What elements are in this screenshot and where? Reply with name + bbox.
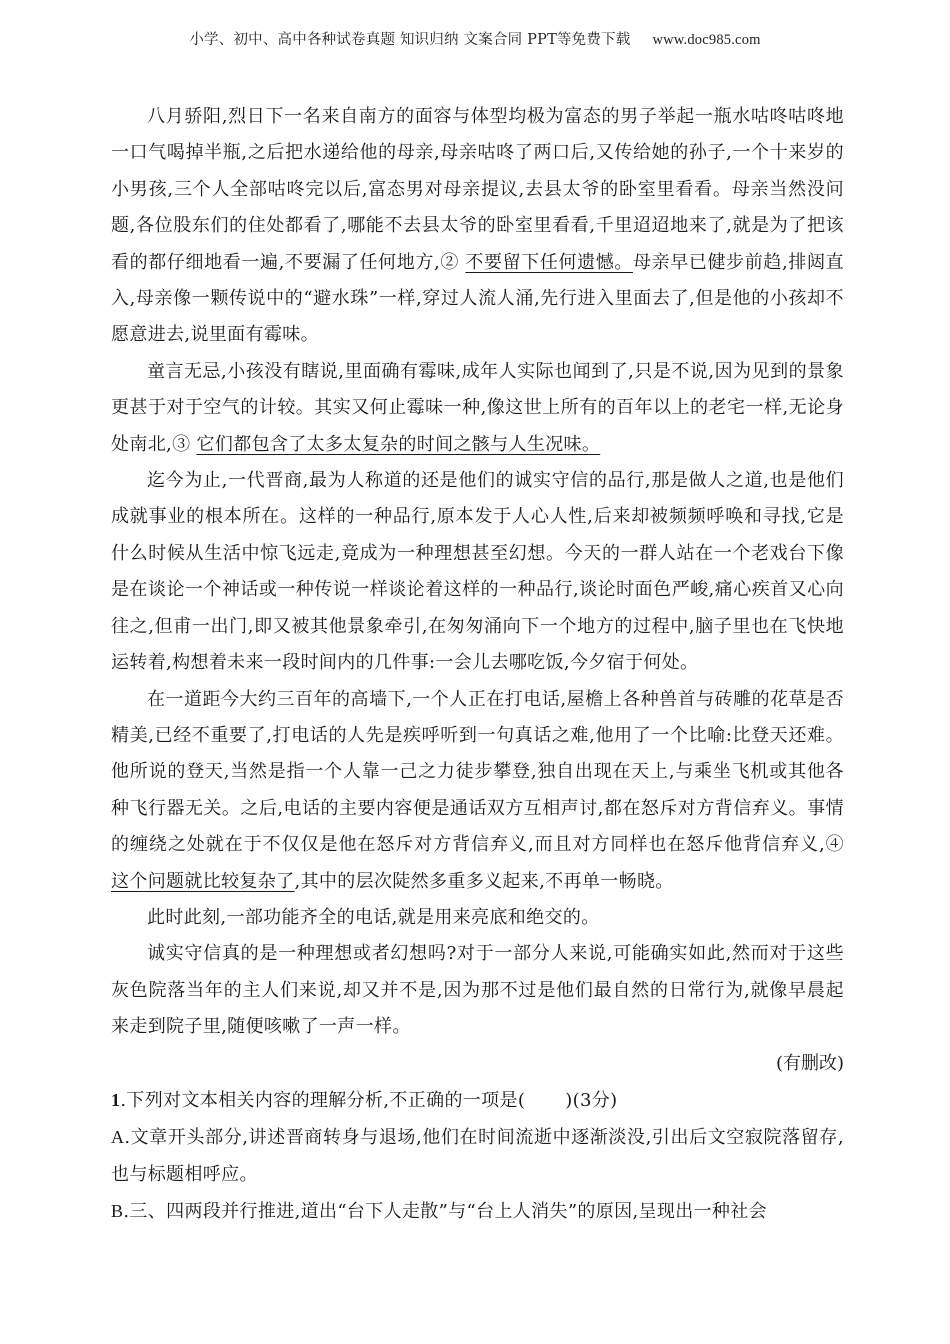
option-b[interactable]	[111, 1193, 844, 1230]
document-body	[111, 99, 844, 1231]
source-note: (有删改)	[775, 1052, 844, 1074]
option-text: .三、四两段并行推进,道出“台下人走散”与“台上人消失”的原因,呈现出一种社会	[123, 1201, 767, 1223]
paragraph-2: 童言无忌,小孩没有瞎说,里面确有霉味,成年人实际也闻到了,只是不说,因为见到的景象更甚于对于空气的计较。其实又何止霉味一种,像这世上所有的百年以上的老宅一样,无论身处南北,③ 它们都包含了太多太复杂的时间之骸与人生况味。	[111, 360, 844, 455]
header-site-link[interactable]: www.doc985.com	[652, 32, 761, 48]
header-text: 小学、初中、高中各种试卷真题 知识归纳 文案合同 PPT等免费下载	[189, 32, 631, 48]
paragraph-5: 此时此刻,一部功能齐全的电话,就是用来亮底和绝交的。	[147, 906, 600, 928]
question-number: 1	[111, 1089, 121, 1110]
page-header	[0, 28, 950, 49]
paragraph-4: 在一道距今大约三百年的高墙下,一个人正在打电话,屋檐上各种兽首与砖雕的花草是否精美,已经不重要了,打电话的人先是疾呼听到一句真话之难,他用了一个比喻:比登天还难。他所说的登天,当然是指一个人靠一己之力徒步攀登,独自出现在天上,与乘坐飞机或其他各种飞行器无关。之后,电话的主要内容便是通话双方互相声讨,都在怒斥对方背信弃义。事情的缠绕之处就在于不仅仅是他在怒斥对方背信弃义,而且对方同样也在怒斥他背信弃义,④ 这个问题就比较复杂了,其中的层次陡然多重多义起来,不再单一畅晓。	[111, 688, 844, 892]
question-1-stem: 1.下列对文本相关内容的理解分析,不正确的一项是( )(3分)	[111, 1089, 618, 1111]
paragraph-3: 迄今为止,一代晋商,最为人称道的还是他们的诚实守信的品行,那是做人之道,也是他们成就事业的根本所在。这样的一种品行,原本发于人心人性,后来却被频频呼唤和寻找,它是什么时候从生活中惊飞远走,竟成为一种理想甚至幻想。今天的一群人站在一个老戏台下像是在谈论一个神话或一种传说一样谈论着这样的一种品行,谈论时面色严峻,痛心疾首又心向往之,但甫一出门,即又被其他景象牵引,在匆匆涌向下一个地方的过程中,脑子里也在飞快地运转着,构想着未来一段时间内的几件事:一会儿去哪吃饭,今夕宿于何处。	[111, 470, 844, 674]
option-letter: B	[111, 1201, 124, 1222]
underlined-sentence-2: 不要留下任何遗憾。	[465, 251, 634, 273]
option-a[interactable]	[111, 1119, 844, 1193]
underlined-sentence-4: 这个问题就比较复杂了	[111, 870, 295, 892]
underlined-sentence-3: 它们都包含了太多太复杂的时间之骸与人生况味。	[196, 433, 601, 455]
paragraph-1: 八月骄阳,烈日下一名来自南方的面容与体型均极为富态的男子举起一瓶水咕咚咕咚地一口气喝掉半瓶,之后把水递给他的母亲,母亲咕咚了两口后,又传给她的孙子,一个十来岁的小男孩,三个人全部咕咚完以后,富态男对母亲提议,去县太爷的卧室里看看。母亲当然没问题,各位股东们的住处都看了,哪能不去县太爷的卧室里看看,千里迢迢地来了,就是为了把该看的都仔细地看一遍,不要漏了任何地方,② 不要留下任何遗憾。母亲早已健步前趋,排闼直入,母亲像一颗传说中的“避水珠”一样,穿过人流人涌,先行进入里面去了,但是他的小孩却不愿意进去,说里面有霉味。	[111, 106, 844, 346]
option-letter: A	[111, 1127, 125, 1148]
option-text: .文章开头部分,讲述晋商转身与退场,他们在时间流逝中逐渐淡没,引出后文空寂院落留存,也与标题相呼应。	[111, 1127, 844, 1185]
paragraph-6: 诚实守信真的是一种理想或者幻想吗?对于一部分人来说,可能确实如此,然而对于这些灰色院落当年的主人们来说,却又并不是,因为那不过是他们最自然的日常行为,就像早晨起来走到院子里,随便咳嗽了一声一样。	[111, 943, 844, 1038]
